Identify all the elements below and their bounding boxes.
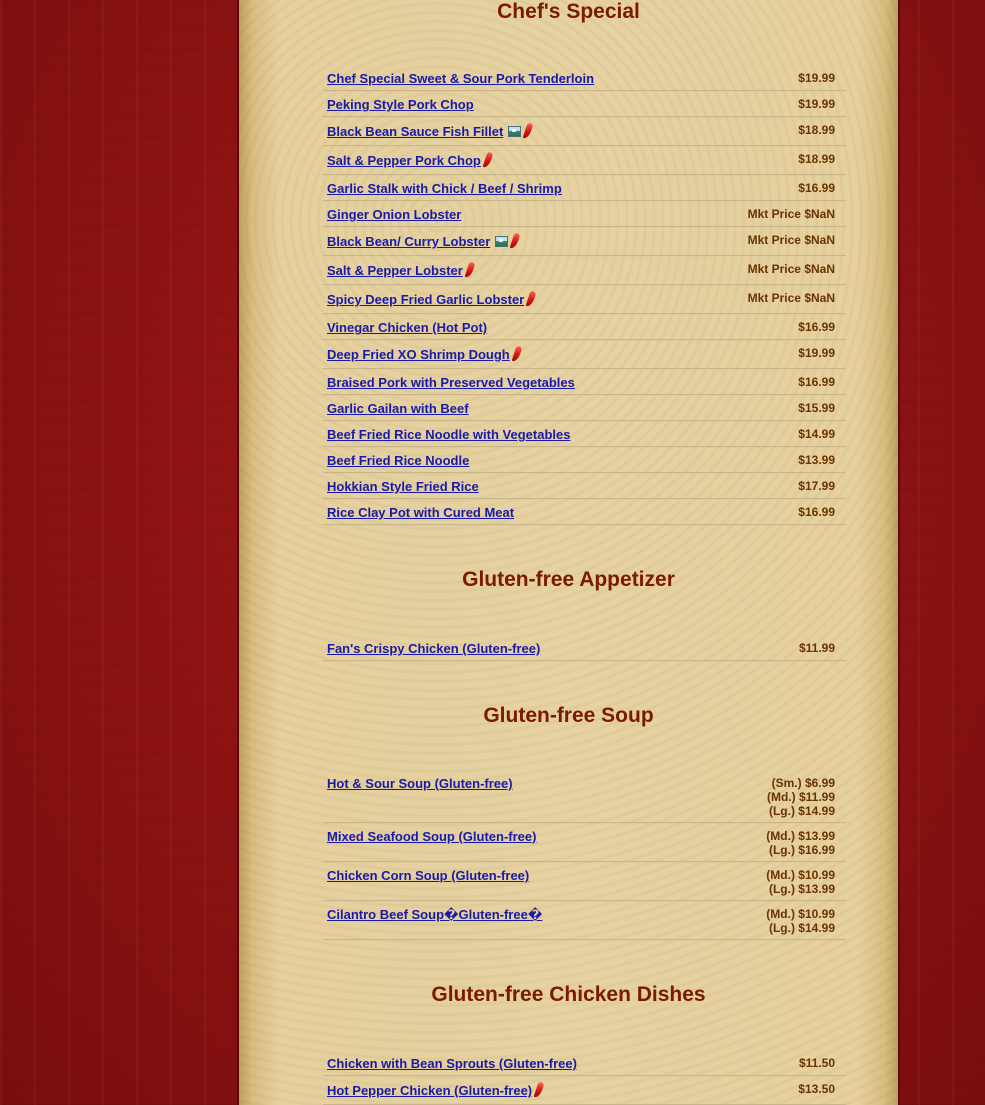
menu-item-link[interactable]: [327, 152, 491, 168]
menu-item-link[interactable]: [327, 829, 536, 844]
menu-item-name[interactable]: Chicken with Bean Sprouts (Gluten-free): [327, 1056, 577, 1071]
menu-item-price: [798, 505, 835, 519]
menu-item-row: [282, 478, 846, 500]
price-line: (Sm.) $6.99: [771, 776, 835, 790]
menu-item-row: [282, 906, 846, 941]
menu-item-name[interactable]: Fan's Crispy Chicken (Gluten-free): [327, 641, 541, 656]
price-line: $17.99: [798, 479, 835, 493]
menu-item-price: [767, 776, 835, 818]
menu-item-name[interactable]: Mixed Seafood Soup (Gluten-free): [327, 829, 537, 844]
menu-item-row: [282, 96, 846, 118]
menu-item-link[interactable]: [327, 233, 518, 249]
price-line: (Lg.) $16.99: [768, 843, 835, 857]
menu-item-name[interactable]: Ginger Onion Lobster: [327, 207, 462, 222]
menu-item-link[interactable]: [327, 262, 473, 278]
menu-item-link[interactable]: [327, 181, 562, 196]
menu-item-price: [798, 71, 835, 85]
menu-item-name[interactable]: Beef Fried Rice Noodle with Vegetables: [327, 427, 571, 442]
menu-item-row: [282, 122, 846, 147]
photo-icon[interactable]: [495, 236, 508, 247]
menu-item-link[interactable]: [327, 453, 469, 468]
price-line: (Md.) $11.99: [766, 790, 835, 804]
menu-item-row: [282, 504, 846, 526]
photo-icon[interactable]: [508, 126, 521, 137]
price-line: $13.99: [798, 453, 835, 467]
menu-item-name[interactable]: Vinegar Chicken (Hot Pot): [327, 320, 488, 335]
menu-item-price: [798, 1082, 835, 1096]
menu-item-link[interactable]: [327, 776, 513, 791]
menu-item-price: [748, 262, 835, 276]
menu-item-price: [798, 453, 835, 467]
menu-item-name[interactable]: Black Bean/ Curry Lobster: [327, 234, 491, 249]
menu-item-link[interactable]: [327, 907, 542, 923]
menu-item-price: [748, 207, 835, 221]
menu-item-row: [282, 1081, 846, 1105]
menu-item-name[interactable]: Peking Style Pork Chop: [327, 97, 474, 112]
menu-item-link[interactable]: [327, 479, 479, 494]
price-line: (Md.) $10.99: [766, 907, 835, 921]
price-line: (Lg.) $13.99: [768, 882, 835, 896]
menu-item-name[interactable]: Hokkian Style Fried Rice: [327, 479, 479, 494]
price-line: $11.99: [798, 641, 835, 655]
menu-item-row: [282, 319, 846, 341]
menu-item-price: [798, 401, 835, 415]
menu-item-name[interactable]: Deep Fried XO Shrimp Dough: [327, 347, 510, 362]
price-line: $11.50: [798, 1056, 835, 1070]
menu-item-link[interactable]: [327, 71, 594, 86]
menu-page: [237, 0, 900, 1105]
menu-item-row: [282, 452, 846, 474]
menu-item-row: [282, 374, 846, 396]
menu-item-link[interactable]: [327, 868, 529, 883]
menu-item-price: [798, 375, 835, 389]
menu-item-name[interactable]: Rice Clay Pot with Cured Meat: [327, 505, 515, 520]
menu-item-price: [766, 868, 835, 896]
menu-item-link[interactable]: [327, 123, 531, 139]
menu-item-row: [282, 775, 846, 824]
price-line: (Md.) $13.99: [766, 829, 835, 843]
menu-item-name[interactable]: Hot & Sour Soup (Gluten-free): [327, 776, 513, 791]
price-line: $16.99: [798, 505, 835, 519]
price-line: (Lg.) $14.99: [768, 921, 835, 935]
section-title: Gluten-free Soup: [483, 704, 654, 727]
menu-item-price: [799, 1056, 835, 1070]
section-title: Gluten-free Appetizer: [462, 568, 675, 591]
menu-item-name[interactable]: Spicy Deep Fried Garlic Lobster: [327, 292, 525, 307]
menu-item-row: [282, 345, 846, 370]
menu-item-link[interactable]: [327, 320, 487, 335]
price-line: $16.99: [798, 320, 835, 334]
price-line: $18.99: [798, 123, 835, 137]
price-line: $18.99: [798, 152, 835, 166]
menu-item-price: [798, 97, 835, 111]
price-line: $16.99: [798, 375, 835, 389]
price-line: $14.99: [798, 427, 835, 441]
menu-item-link[interactable]: [327, 346, 520, 362]
menu-item-name[interactable]: Salt & Pepper Lobster: [327, 263, 463, 278]
price-line: $19.99: [798, 71, 835, 85]
menu-item-row: [282, 1055, 846, 1077]
menu-item-row: [282, 640, 846, 662]
price-line: $19.99: [798, 97, 835, 111]
menu-item-price: [766, 907, 835, 935]
price-line: $13.50: [798, 1082, 835, 1096]
menu-item-price: [798, 346, 835, 360]
menu-item-row: [282, 261, 846, 286]
menu-item-row: [282, 828, 846, 863]
section-title: Chef's Special: [497, 0, 640, 23]
menu-item-price: [766, 829, 835, 857]
price-line: Mkt Price $NaN: [747, 233, 835, 247]
menu-item-name[interactable]: Beef Fried Rice Noodle: [327, 453, 470, 468]
menu-item-row: [282, 867, 846, 902]
menu-item-row: [282, 180, 846, 202]
section-title: Gluten-free Chicken Dishes: [431, 983, 706, 1006]
menu-item-row: [282, 426, 846, 448]
menu-item-price: [748, 291, 835, 305]
menu-item-price: [748, 233, 835, 247]
menu-item-row: [282, 206, 846, 228]
menu-item-link[interactable]: [327, 641, 540, 656]
menu-item-row: [282, 290, 846, 315]
price-line: (Md.) $10.99: [766, 868, 835, 882]
menu-item-link[interactable]: [327, 291, 534, 307]
menu-item-name[interactable]: Chef Special Sweet & Sour Pork Tenderloin: [327, 71, 595, 86]
menu-item-name[interactable]: Garlic Gailan with Beef: [327, 401, 469, 416]
menu-item-name[interactable]: Garlic Stalk with Chick / Beef / Shrimp: [327, 181, 562, 196]
menu-item-row: [282, 400, 846, 422]
menu-item-name[interactable]: Chicken Corn Soup (Gluten-free): [327, 868, 530, 883]
menu-item-price: [798, 152, 835, 166]
menu-item-link[interactable]: [327, 375, 575, 390]
price-line: $16.99: [798, 181, 835, 195]
menu-item-name[interactable]: Cilantro Beef Soup�Gluten-free�: [327, 907, 543, 922]
menu-item-row: [282, 232, 846, 257]
price-line: $15.99: [798, 401, 835, 415]
menu-item-link[interactable]: [327, 401, 469, 416]
menu-item-name[interactable]: Black Bean Sauce Fish Fillet: [327, 124, 504, 139]
menu-item-link[interactable]: [327, 97, 474, 112]
price-line: Mkt Price $NaN: [747, 291, 835, 305]
menu-item-name[interactable]: Hot Pepper Chicken (Gluten-free): [327, 1083, 533, 1098]
menu-item-price: [798, 181, 835, 195]
menu-item-link[interactable]: [327, 1056, 577, 1071]
menu-item-name[interactable]: Salt & Pepper Pork Chop: [327, 153, 481, 168]
price-line: Mkt Price $NaN: [747, 207, 835, 221]
price-line: $19.99: [798, 346, 835, 360]
menu-item-price: [798, 479, 835, 493]
menu-item-link[interactable]: [327, 1082, 542, 1098]
menu-item-link[interactable]: [327, 207, 461, 222]
menu-item-price: [798, 123, 835, 137]
menu-item-row: [282, 70, 846, 92]
price-line: (Lg.) $14.99: [768, 804, 835, 818]
menu-item-price: [798, 427, 835, 441]
menu-item-link[interactable]: [327, 427, 570, 442]
menu-item-link[interactable]: [327, 505, 514, 520]
menu-item-price: [799, 641, 835, 655]
menu-item-price: [798, 320, 835, 334]
menu-item-row: [282, 151, 846, 176]
price-line: Mkt Price $NaN: [747, 262, 835, 276]
menu-item-name[interactable]: Braised Pork with Preserved Vegetables: [327, 375, 575, 390]
